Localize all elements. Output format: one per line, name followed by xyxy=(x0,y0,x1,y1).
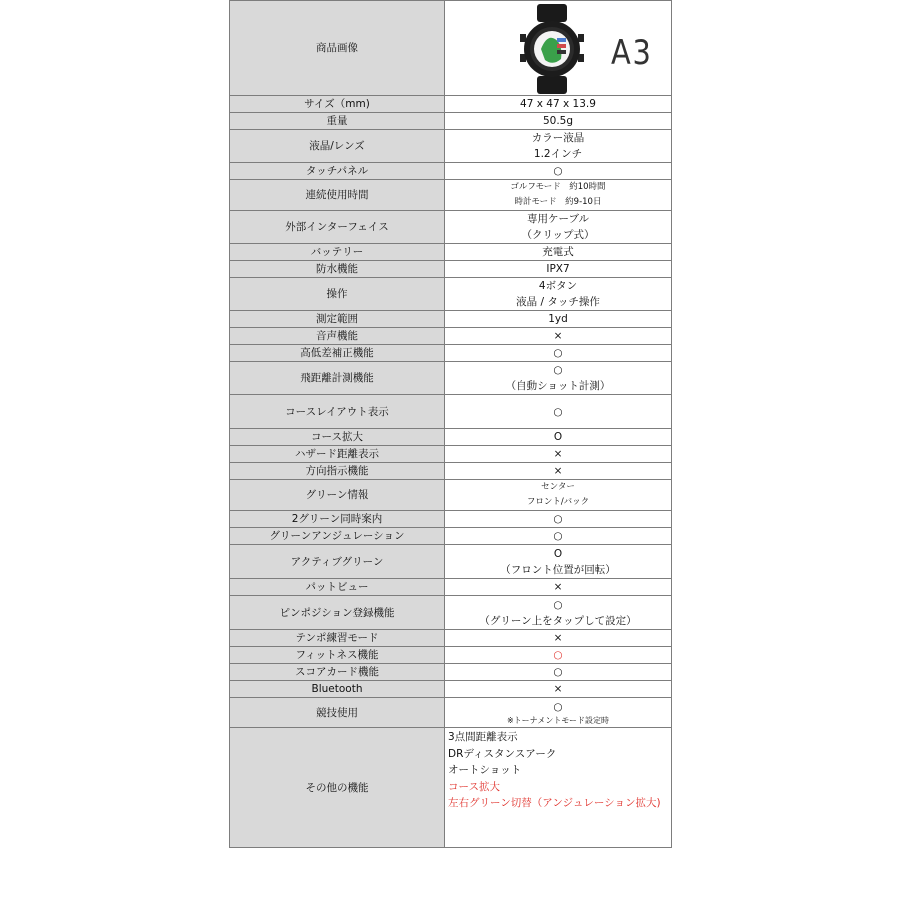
spec-row xyxy=(230,630,672,647)
spec-label: 音声機能 xyxy=(230,328,445,345)
spec-row xyxy=(230,429,672,446)
spec-label: 連続使用時間 xyxy=(230,180,445,211)
spec-row xyxy=(230,163,672,180)
other-feature-item: DRディスタンスアーク xyxy=(448,747,557,760)
spec-label: グリーン情報 xyxy=(230,480,445,511)
spec-row xyxy=(230,113,672,130)
spec-label: 操作 xyxy=(230,278,445,311)
spec-row xyxy=(230,130,672,163)
product-image-label: 商品画像 xyxy=(230,1,445,96)
spec-label: 防水機能 xyxy=(230,261,445,278)
spec-value xyxy=(445,96,672,113)
spec-row xyxy=(230,596,672,630)
spec-label: コース拡大 xyxy=(230,429,445,446)
spec-label: サイズ（mm) xyxy=(230,96,445,113)
spec-value-line: 専用ケーブル xyxy=(526,213,590,225)
other-feature-item: オートショット xyxy=(448,764,522,776)
spec-value-line: フロント/バック xyxy=(526,497,590,507)
spec-label: 方向指示機能 xyxy=(230,463,445,480)
spec-value-line: 4ボタン xyxy=(538,280,578,292)
spec-value-line: ※トーナメントモード設定時 xyxy=(506,715,610,725)
spec-value-line: × xyxy=(553,330,563,342)
spec-row xyxy=(230,278,672,311)
spec-value xyxy=(445,244,672,261)
spec-value xyxy=(445,278,672,311)
spec-value xyxy=(445,528,672,545)
spec-value xyxy=(445,429,672,446)
spec-row xyxy=(230,180,672,211)
spec-value-line: ○ xyxy=(553,666,563,678)
other-feature-item: 3点間距離表示 xyxy=(448,731,518,743)
spec-value xyxy=(445,311,672,328)
spec-value xyxy=(445,130,672,163)
spec-value xyxy=(445,362,672,395)
spec-row xyxy=(230,463,672,480)
spec-value xyxy=(445,647,672,664)
spec-label: Bluetooth xyxy=(230,681,445,698)
spec-row xyxy=(230,328,672,345)
spec-value-line: （グリーン上をタップして設定） xyxy=(479,614,637,627)
spec-value xyxy=(445,596,672,630)
spec-value xyxy=(445,664,672,681)
other-features-row xyxy=(230,728,672,848)
spec-value xyxy=(445,328,672,345)
spec-value xyxy=(445,446,672,463)
spec-row xyxy=(230,261,672,278)
spec-value-line: センター xyxy=(541,482,575,492)
spec-row xyxy=(230,681,672,698)
spec-value-line: × xyxy=(553,632,563,644)
spec-value-line: × xyxy=(553,448,563,460)
spec-label: 液晶/レンズ xyxy=(230,130,445,163)
spec-row xyxy=(230,244,672,261)
spec-value xyxy=(445,113,672,130)
spec-row xyxy=(230,362,672,395)
spec-label: テンポ練習モード xyxy=(230,630,445,647)
spec-value xyxy=(445,345,672,362)
spec-row xyxy=(230,96,672,113)
spec-label: 外部インターフェイス xyxy=(230,211,445,244)
product-image-cell xyxy=(445,1,672,96)
spec-row xyxy=(230,579,672,596)
spec-value-line: カラー液晶 xyxy=(531,132,585,144)
spec-label: ピンポジション登録機能 xyxy=(230,596,445,630)
spec-value xyxy=(445,463,672,480)
spec-label: タッチパネル xyxy=(230,163,445,180)
product-image-row xyxy=(230,1,672,96)
spec-value-line: ○ xyxy=(553,530,563,542)
spec-label: コースレイアウト表示 xyxy=(230,395,445,429)
golf-watch-image xyxy=(517,4,587,94)
spec-value xyxy=(445,180,672,211)
spec-label: 重量 xyxy=(230,113,445,130)
spec-label: 2グリーン同時案内 xyxy=(230,511,445,528)
spec-value-line: × xyxy=(553,683,563,695)
spec-value-line: ○ xyxy=(553,405,563,418)
spec-row xyxy=(230,480,672,511)
spec-label: 競技使用 xyxy=(230,698,445,728)
spec-value-line: ○ xyxy=(553,598,563,611)
spec-row xyxy=(230,664,672,681)
spec-value-line: 1yd xyxy=(548,313,568,325)
spec-value-line: 1.2インチ xyxy=(533,148,583,160)
spec-row xyxy=(230,698,672,728)
spec-row xyxy=(230,528,672,545)
spec-label: フィットネス機能 xyxy=(230,647,445,664)
spec-value xyxy=(445,698,672,728)
spec-value-line: O xyxy=(553,547,563,560)
spec-value xyxy=(445,511,672,528)
spec-label: ハザード距離表示 xyxy=(230,446,445,463)
spec-value-line: ○ xyxy=(553,165,563,177)
spec-row xyxy=(230,446,672,463)
spec-label: スコアカード機能 xyxy=(230,664,445,681)
spec-row xyxy=(230,511,672,528)
spec-value xyxy=(445,261,672,278)
other-features-label: その他の機能 xyxy=(230,728,445,848)
spec-value-line: ゴルフモード 約10時間 xyxy=(510,182,606,192)
spec-value xyxy=(445,163,672,180)
spec-value xyxy=(445,630,672,647)
spec-row xyxy=(230,545,672,579)
spec-label: バッテリー xyxy=(230,244,445,261)
spec-value-line: （フロント位置が回転） xyxy=(500,563,616,576)
spec-value xyxy=(445,395,672,429)
spec-table xyxy=(229,0,672,848)
spec-label: 高低差補正機能 xyxy=(230,345,445,362)
spec-label: アクティブグリーン xyxy=(230,545,445,579)
spec-row xyxy=(230,395,672,429)
spec-value-line: ○ xyxy=(553,513,563,525)
spec-label: パットビュー xyxy=(230,579,445,596)
spec-value-line: 時計モード 約9-10日 xyxy=(514,197,602,207)
spec-value xyxy=(445,211,672,244)
spec-value-line: 47 x 47 x 13.9 xyxy=(520,98,596,110)
model-name: A3 xyxy=(611,33,653,73)
spec-value-line: （クリップ式） xyxy=(521,229,595,241)
spec-value-line: ○ xyxy=(553,364,563,376)
spec-value xyxy=(445,545,672,579)
spec-label: グリーンアンジュレーション xyxy=(230,528,445,545)
spec-row xyxy=(230,211,672,244)
spec-value-line: O xyxy=(553,431,563,443)
spec-label: 測定範囲 xyxy=(230,311,445,328)
spec-value xyxy=(445,480,672,511)
spec-value-line: × xyxy=(553,581,563,593)
spec-value-line: ○ xyxy=(553,649,563,661)
spec-value-line: IPX7 xyxy=(546,263,570,275)
spec-row xyxy=(230,345,672,362)
spec-value xyxy=(445,579,672,596)
spec-value-line: ○ xyxy=(553,347,563,359)
other-features-list xyxy=(445,728,672,848)
spec-label: 飛距離計測機能 xyxy=(230,362,445,395)
spec-row xyxy=(230,647,672,664)
spec-value-line: ○ xyxy=(553,700,563,713)
spec-row xyxy=(230,311,672,328)
spec-value-line: 液晶 / タッチ操作 xyxy=(516,296,600,308)
spec-value-line: 充電式 xyxy=(542,246,574,258)
spec-value xyxy=(445,681,672,698)
spec-value-line: × xyxy=(553,465,563,477)
spec-value-line: 50.5g xyxy=(542,115,574,127)
spec-value-line: （自動ショット計測） xyxy=(505,380,611,392)
other-feature-item: 左右グリーン切替（アンジュレーション拡大) xyxy=(448,797,661,809)
other-feature-item: コース拡大 xyxy=(448,780,500,793)
